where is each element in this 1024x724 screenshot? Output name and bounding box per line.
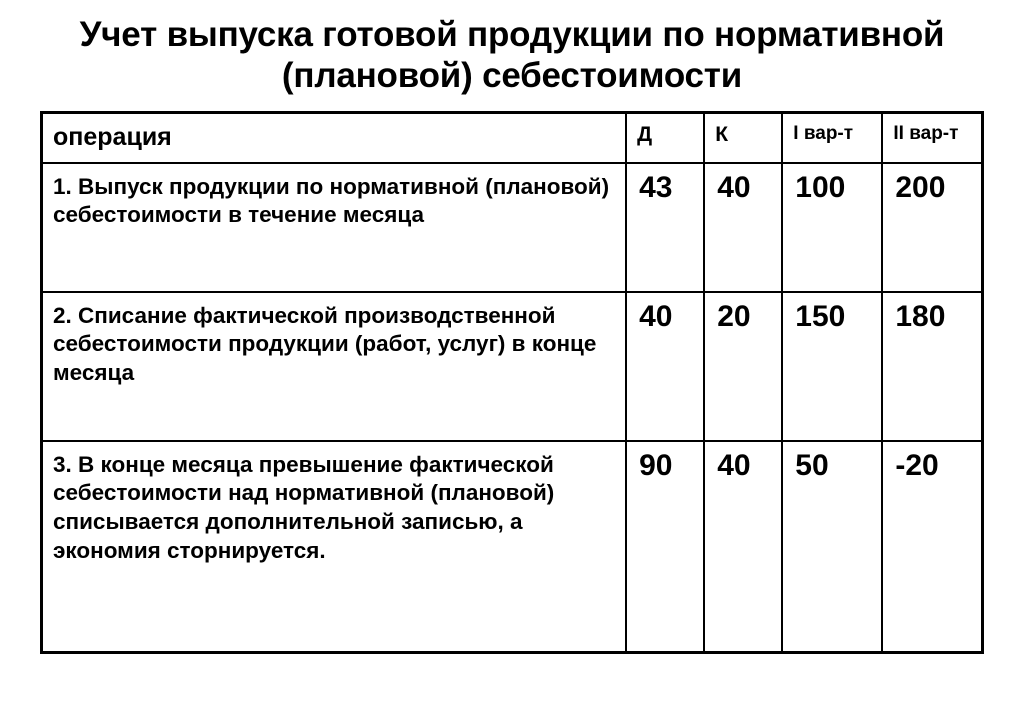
cell-variant-2: 180: [882, 292, 982, 441]
column-header-debit: Д: [626, 112, 704, 163]
table-header: [42, 112, 983, 163]
cell-operation: 3. В конце месяца превышение фактической себестоимости над нормативной (плановой) списывается дополнительной записью, а экономия сторнируется.: [42, 441, 627, 653]
table-row: [42, 292, 983, 441]
cell-variant-1: 50: [782, 441, 882, 653]
page-title: Учет выпуска готовой продукции по нормативной (плановой) себестоимости: [79, 15, 945, 96]
cell-debit: 40: [626, 292, 704, 441]
column-header-operation: операция: [42, 112, 627, 163]
column-header-variant-1: I вар-т: [782, 112, 882, 163]
cell-variant-1: 100: [782, 163, 882, 292]
table-row: [42, 441, 983, 653]
cell-credit: 20: [704, 292, 782, 441]
table-body: [42, 163, 983, 653]
cell-variant-2: 200: [882, 163, 982, 292]
cell-operation: 2. Списание фактической производственной себестоимости продукции (работ, услуг) в конце месяца: [42, 292, 627, 441]
cell-operation: 1. Выпуск продукции по нормативной (плановой) себестоимости в течение месяца: [42, 163, 627, 292]
accounting-entries-table: [40, 111, 984, 654]
cell-variant-1: 150: [782, 292, 882, 441]
cell-variant-2: -20: [882, 441, 982, 653]
table-row: [42, 163, 983, 292]
column-header-credit: К: [704, 112, 782, 163]
cell-credit: 40: [704, 441, 782, 653]
cell-credit: 40: [704, 163, 782, 292]
cell-debit: 90: [626, 441, 704, 653]
cell-debit: 43: [626, 163, 704, 292]
column-header-variant-2: II вар-т: [882, 112, 982, 163]
table-header-row: [42, 112, 983, 163]
